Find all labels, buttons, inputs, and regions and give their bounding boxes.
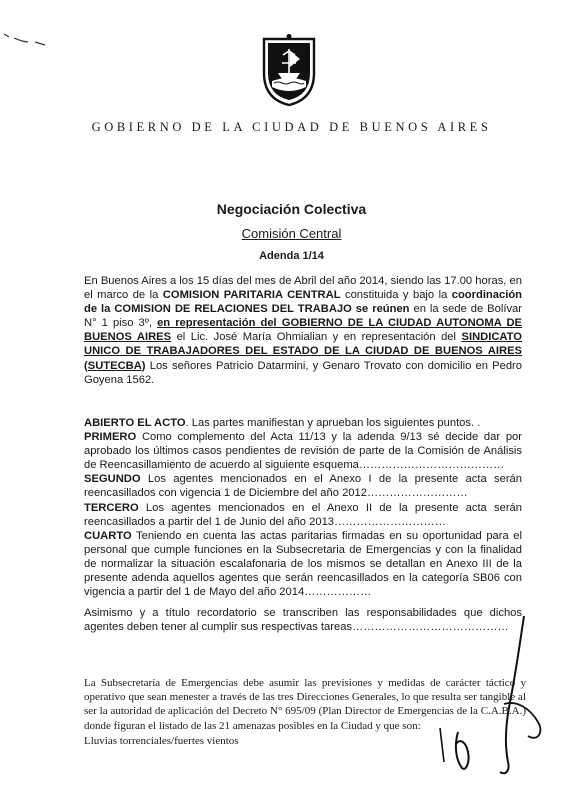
opening-clause	[84, 416, 522, 430]
second-lead: SEGUNDO	[84, 473, 141, 486]
transcript-last-line: Lluvias torrenciales/fuertes vientos	[84, 735, 239, 747]
intro-union-rep: SINDICATO UNICO DE TRABAJADORES DEL ESTADO DE LA CIUDAD DE BUENOS AIRES (SUTECBA)	[84, 331, 522, 372]
first-lead: PRIMERO	[84, 431, 137, 444]
intro-coordination: coordinación de la COMISION DE RELACIONES DEL TRABAJO se reúnen	[84, 289, 522, 316]
intro-text-3: en la sede de Bolívar N° 1 piso 3º,	[84, 303, 522, 330]
second-text: Los agentes mencionados en el Anexo I de la presente acta serán reencasillados con vigencia 1 de Diciembre del año 2012………………………	[84, 473, 522, 500]
intro-text-1: En Buenos Aires a los 15 días del mes de Abril del año 2014, siendo las 17.00 horas, en el marco de la	[84, 275, 522, 302]
intro-text-5: Los señores Patricio Datarmini, y Genaro Trovato con domicilio en Pedro Goyena 1562.	[84, 359, 522, 386]
third-lead: TERCERO	[84, 501, 139, 514]
reminder-text: Asimismo y a título recordatorio se transcriben las responsabilidades que dichos agentes deben tener al cumplir sus respectivas tareas……………………………………	[84, 607, 522, 634]
opening-text: . Las partes manifiestan y aprueban los siguientes puntos. .	[185, 417, 481, 429]
first-clause	[84, 430, 522, 472]
intro-paragraph	[84, 274, 522, 387]
addendum-number: Adenda 1/14	[259, 250, 324, 262]
intro-commission: COMISION PARITARIA CENTRAL	[162, 289, 341, 302]
fourth-lead: CUARTO	[84, 529, 132, 542]
scan-marks	[0, 28, 60, 58]
opening-lead: ABIERTO EL ACTO	[84, 417, 186, 429]
agreement-body	[84, 416, 522, 634]
transcript-paragraph: La Subsecretaría de Emergencias debe asumir las previsiones y medidas de carácter táctico y operativo que sean menester a través de las tres Direcciones Generales, lo que resulta ser tangible al ser la autoridad de aplicación del Decreto N° 695/09 (Plan Director de Emergencias de la C.A.B.A.) donde figuran el listado de las 21 amenazas posibles en la Ciudad y que son:	[84, 677, 526, 732]
first-text: Como complemento del Acta 11/13 y la adenda 9/13 sé decide dar por aprobado los últimos casos pendientes de revisión de parte de la Comisión de Análisis de Reencasillamiento de acuerdo al siguiente esquema…………………………………	[84, 431, 522, 472]
document-subtitle	[0, 226, 583, 241]
second-clause	[84, 472, 522, 500]
intro-text-2: constituida y bajo la	[340, 289, 452, 302]
fourth-text: Teniendo en cuenta las actas paritarias firmadas en su oportunidad para el personal que cumple funciones en la Subsecretaria de Emergencias y con la finalidad de normalizar la situación escalafonaria de los mismos se detallan en Anexo III de la presente adenda aquellos agentes que serán reencasillados en la categoría SB06 con vigencia a partir del 1 de Mayo del año 2014………………	[84, 529, 522, 599]
document-title: Negociación Colectiva	[216, 201, 367, 217]
government-header: GOBIERNO DE LA CIUDAD DE BUENOS AIRES	[91, 120, 492, 134]
third-text: Los agentes mencionados en el Anexo II de la presente acta serán reencasillados a partir del 1 de Junio del año 2013…………………………	[84, 501, 522, 528]
fourth-clause	[84, 529, 522, 599]
coat-of-arms-seal	[256, 33, 322, 107]
third-clause	[84, 501, 522, 529]
handwritten-signature	[420, 612, 560, 782]
intro-text-4: el Lic. José María Ohmialian y en representación del	[171, 331, 462, 344]
subtitle-text: Comisión Central	[241, 226, 342, 241]
intro-government-rep: en representación del GOBIERNO DE LA CIUDAD AUTONOMA DE BUENOS AIRES	[84, 317, 522, 344]
